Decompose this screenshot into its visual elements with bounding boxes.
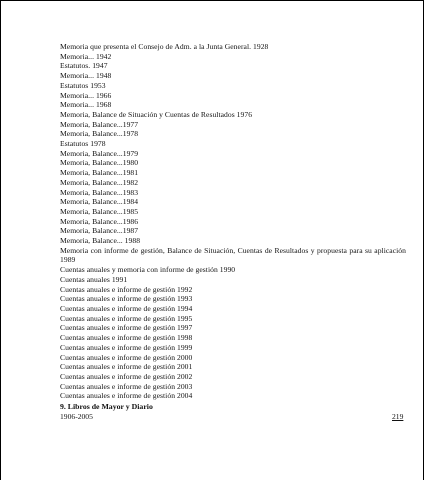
list-item: Cuentas anuales e informe de gestión 2000 (60, 352, 193, 362)
list-item: Cuentas anuales y memoria con informe de gestión 1990 (60, 265, 236, 275)
list-item: Cuentas anuales 1991 (60, 274, 128, 284)
list-item: Memoria que presenta el Consejo de Adm. a la Junta General. 1928 (60, 42, 269, 51)
list-item: Memoria, Balance...1984 (60, 197, 139, 207)
list-item: Memoria, Balance...1986 (60, 216, 139, 226)
list-item: Cuentas anuales e informe de gestión 1999 (60, 342, 193, 352)
list-item: Memoria... 1942 (60, 51, 112, 61)
list-item: Cuentas anuales e informe de gestión 1998 (60, 333, 193, 343)
list-item: Cuentas anuales e informe de gestión 1997 (60, 323, 193, 333)
list-item: Memoria, Balance...1978 (60, 129, 139, 139)
list-item: Memoria, Balance...1981 (60, 168, 139, 178)
list-item: Memoria, Balance...1980 (60, 158, 139, 168)
page-border-top (0, 0, 424, 1)
date-range: 1906-2005 (60, 412, 93, 422)
list-item: Estatutos 1978 (60, 139, 106, 149)
list-item: Memoria con informe de gestión, Balance de Situación, Cuentas de Resultados y propuesta para su aplicación 1989 (60, 245, 406, 265)
list-item: Memoria... 1966 (60, 90, 112, 100)
list-item: Memoria, Balance...1979 (60, 148, 139, 158)
list-item: Memoria... 1968 (60, 100, 112, 110)
page-border-left (0, 0, 1, 480)
page-number: 219 (392, 412, 404, 422)
list-item: Cuentas anuales e informe de gestión 2001 (60, 362, 193, 372)
list-item: Memoria, Balance...1985 (60, 206, 139, 216)
list-item: Memoria, Balance de Situación y Cuentas de Resultados 1976 (60, 109, 253, 119)
footer-row (60, 412, 410, 422)
list-item: Cuentas anuales e informe de gestión 1995 (60, 313, 193, 323)
list-item: Estatutos. 1947 (60, 61, 108, 71)
list-item: Cuentas anuales e informe de gestión 2002 (60, 371, 193, 381)
list-item: Memoria, Balance... 1988 (60, 236, 141, 246)
document-list (60, 42, 410, 422)
list-item: Cuentas anuales e informe de gestión 1992 (60, 284, 193, 294)
list-item: Cuentas anuales e informe de gestión 1993 (60, 294, 193, 304)
section-heading: 9. Libros de Mayor y Diario (60, 402, 153, 412)
list-item: Memoria, Balance...1982 (60, 177, 139, 187)
list-item: Cuentas anuales e informe de gestión 2004 (60, 391, 193, 401)
list-item: Memoria, Balance...1987 (60, 226, 139, 236)
list-item: Memoria... 1948 (60, 71, 112, 81)
list-item: Estatutos 1953 (60, 80, 106, 90)
list-item: Cuentas anuales e informe de gestión 2003 (60, 381, 193, 391)
list-item: Cuentas anuales e informe de gestión 1994 (60, 303, 193, 313)
list-item: Memoria, Balance...1983 (60, 187, 139, 197)
list-item: Memoria, Balance...1977 (60, 119, 139, 129)
